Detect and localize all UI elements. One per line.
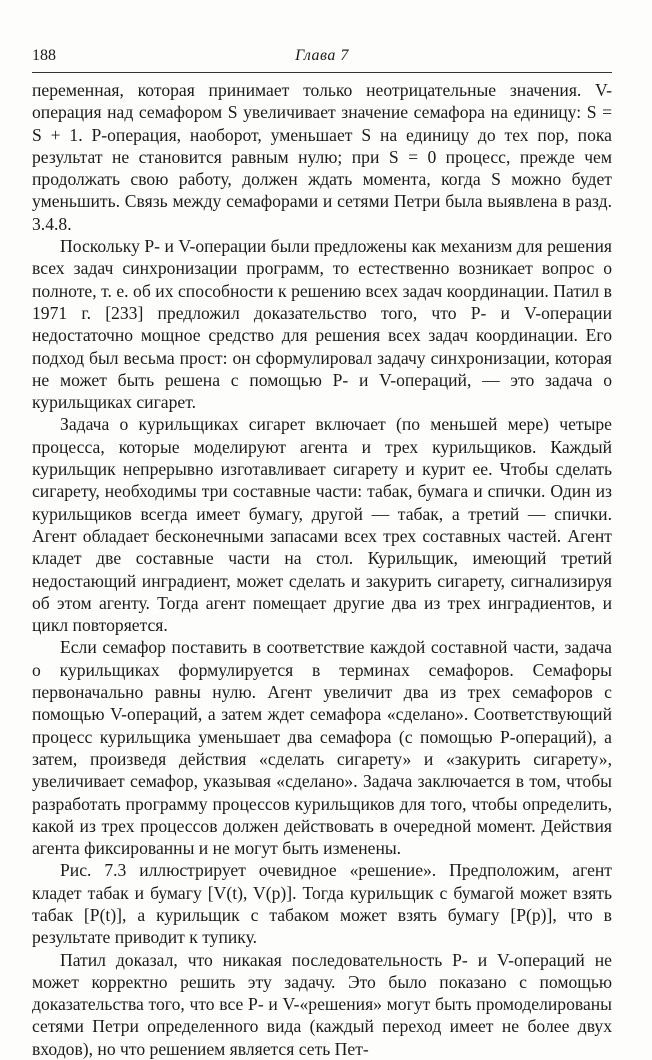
page-number: 188 xyxy=(32,47,56,64)
header-rule xyxy=(32,72,612,73)
paragraph-3: Задача о курильщиках сигарет включает (по меньшей мере) четыре процесса, которые моделируют агента и трех курильщиков. Каждый курильщик непрерывно изготавливает сигарету и курит ее. Чтобы сделать сигарету, необходимы три составные части: табак, бумага и спички. Один из курильщиков всегда имеет бумагу, другой — табак, а третий — спички. Агент обладает бесконечными запасами всех трех составных частей. Агент кладет две составные части на стол. Курильщик, имеющий третий недостающий инградиент, может сделать и закурить сигарету, сигнализируя об этом агенту. Тогда агент помещает другие два из трех инградиентов, и цикл повторяется. xyxy=(32,414,612,636)
book-page xyxy=(32,46,612,1060)
body-text xyxy=(32,79,612,1060)
paragraph-5: Рис. 7.3 иллюстрирует очевидное «решение». Предположим, агент кладет табак и бумагу [V(t), V(p)]. Тогда курильщик с бумагой может взять табак [P(t)], а курильщик с табаком может взять бумагу [P(p)], что в результате приводит к тупику. xyxy=(32,860,612,948)
paragraph-6: Патил доказал, что никакая последовательность P- и V-операций не может корректно решить эту задачу. Это было показано с помощью доказательства того, что все P- и V-«решения» могут быть промоделированы сетями Петри определенного вида (каждый переход имеет не более двух входов), но что решением является сеть Пет- xyxy=(32,949,612,1059)
paragraph-1: переменная, которая принимает только неотрицательные значения. V-операция над семафором S увеличивает значение семафора на единицу: S = S + 1. P-операция, наоборот, уменьшает S на единицу до тех пор, пока результат не становится равным нулю; при S = 0 процесс, прежде чем продолжать свою работу, должен ждать момента, когда S можно будет уменьшить. Связь между семафорами и сетями Петри была выявлена в разд. 3.4.8. xyxy=(32,80,612,234)
paragraph-2: Поскольку P- и V-операции были предложены как механизм для решения всех задач синхронизации программ, то естественно возникает вопрос о полноте, т. е. об их способности к решению всех задач координации. Патил в 1971 г. [233] предложил доказательство того, что P- и V-операции недостаточно мощное средство для решения всех задач координации. Его подход был весьма прост: он сформулировал задачу синхронизации, которая не может быть решена с помощью P- и V-операций, — это задача о курильщиках сигарет. xyxy=(32,236,612,413)
chapter-title: Глава 7 xyxy=(295,47,349,64)
running-head xyxy=(32,46,612,72)
paragraph-4: Если семафор поставить в соответствие каждой составной части, задача о курильщиках формулируется в терминах семафоров. Семафоры первоначально равны нулю. Агент увеличит два из трех семафоров с помощью V-операций, а затем ждет семафора «сделано». Соответствующий процесс курильщика уменьшает два семафора (с помощью P-операций), а затем, произведя действия «сделать сигарету» и «закурить сигарету», увеличивает семафор, указывая «сделано». Задача заключается в том, чтобы разработать программу процессов курильщиков для того, чтобы определить, какой из трех процессов должен действовать в очередной момент. Действия агента фиксированны и не могут быть изменены. xyxy=(32,637,612,859)
